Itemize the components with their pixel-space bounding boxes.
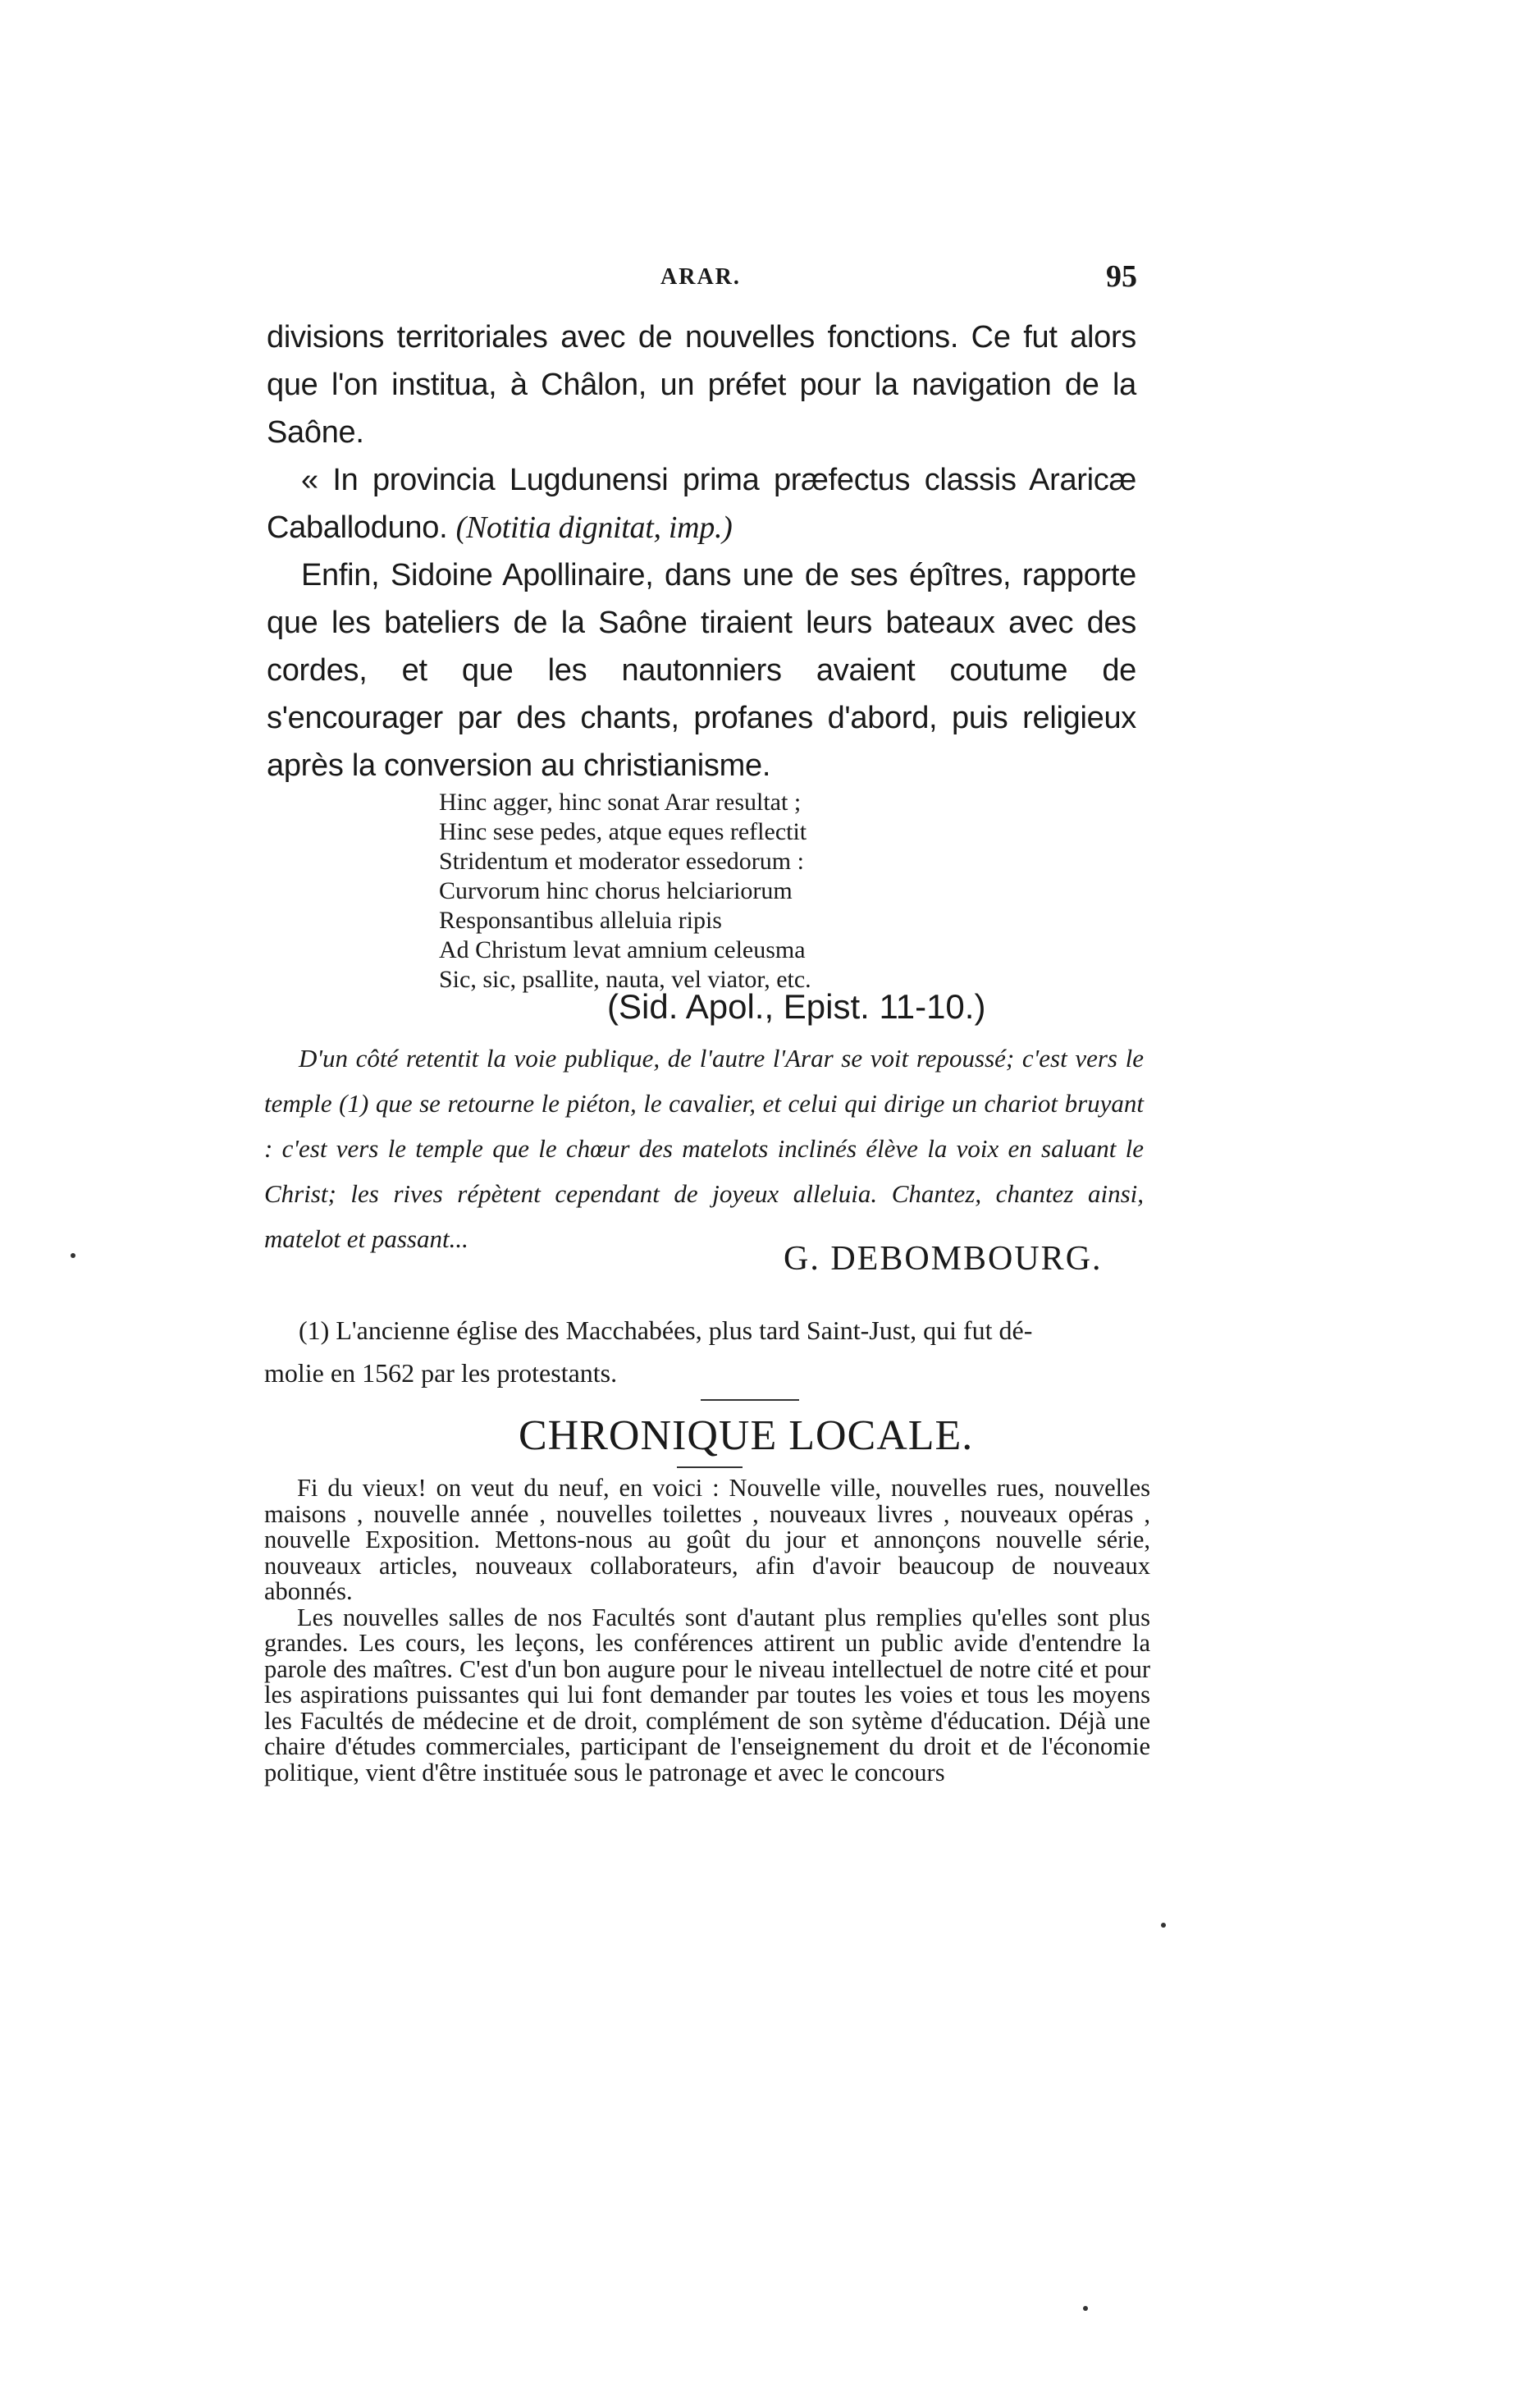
- running-title: ARAR.: [660, 264, 741, 290]
- page-number: 95: [1106, 259, 1137, 294]
- footnote-line-2: molie en 1562 par les protestants.: [264, 1358, 618, 1388]
- heading-rule: [677, 1466, 743, 1468]
- latin-quote-citation: (Notitia dignitat, imp.): [455, 510, 733, 545]
- verse-line: Responsantibus alleluia ripis: [439, 907, 722, 934]
- page-speck: [1161, 1923, 1166, 1928]
- latin-quote-text: « In provincia Lugdunensi prima præfectus classis Araricæ Caballoduno.: [267, 463, 1136, 545]
- latin-verse: [439, 788, 811, 995]
- footnote-line-1: (1) L'ancienne église des Macchabées, plus tard Saint-Just, qui fut dé-: [299, 1315, 1033, 1345]
- chronicle-paragraph: Les nouvelles salles de nos Facultés sont d'autant plus remplies qu'elles sont plus grandes. Les cours, les leçons, les conférences attirent un public avide d'entendre la parole des maîtres. C'est d'un bon augure pour le niveau intellectuel de notre cité et pour les aspirations puissantes qui lui font demander par toutes les voies et tous les moyens les Facultés de médecine et de droit, complément de son sytème d'éducation. Déjà une chaire d'études commerciales, participant de l'enseignement du droit et de l'économie politique, vient d'être instituée sous le patronage et avec le concours: [264, 1603, 1150, 1786]
- chronicle-paragraph: Fi du vieux! on veut du neuf, en voici : Nouvelle ville, nouvelles rues, nouvelles maisons , nouvelle année , nouvelles toilettes , nouveaux livres , nouveaux opéras , nouvelle Exposition. Mettons-nous au goût du jour et annonçons nouvelle série, nouveaux articles, nouveaux collaborateurs, afin d'avoir beaucoup de nouveaux abonnés.: [264, 1474, 1150, 1605]
- verse-line: Stridentum et moderator essedorum :: [439, 848, 804, 875]
- page-speck: [1083, 2306, 1088, 2311]
- paragraph-1: [267, 313, 1136, 456]
- footnote: [264, 1309, 1152, 1394]
- paragraph-text: Enfin, Sidoine Apollinaire, dans une de ses épîtres, rapporte que les bateliers de la Saône tiraient leurs bateaux avec des cordes, et que les nautonniers avaient coutume de s'encourager par des chants, profanes d'abord, puis religieux après la conversion au christianisme.: [267, 558, 1136, 783]
- verse-line: Hinc sese pedes, atque eques reflectit: [439, 818, 807, 845]
- verse-line: Sic, sic, psallite, nauta, vel viator, etc.: [439, 966, 811, 993]
- verse-line: Hinc agger, hinc sonat Arar resultat ;: [439, 789, 802, 816]
- paragraph-text: divisions territoriales avec de nouvelles fonctions. Ce fut alors que l'on institua, à Châlon, un préfet pour la navigation de la Saône.: [267, 320, 1136, 450]
- chronicle-text: [264, 1475, 1150, 1786]
- verse-line: Ad Christum levat amnium celeusma: [439, 936, 806, 963]
- paragraph-3: [267, 551, 1136, 789]
- translation: [264, 1036, 1144, 1261]
- signature: G. DEBOMBOURG.: [784, 1240, 1103, 1278]
- verse-source: (Sid. Apol., Epist. 11-10.): [607, 987, 986, 1026]
- section-heading: CHRONIQUE LOCALE.: [519, 1412, 974, 1459]
- verse-line: Curvorum hinc chorus helciariorum: [439, 877, 793, 904]
- page-speck: [71, 1253, 75, 1258]
- paragraph-2: [267, 456, 1136, 551]
- section-divider: [701, 1399, 799, 1401]
- latin-quote: [267, 456, 1136, 551]
- translation-text: D'un côté retentit la voie publique, de l'autre l'Arar se voit repoussé; c'est vers le temple (1) que se retourne le piéton, le cavalier, et celui qui dirige un chariot bruyant : c'est vers le temple que le chœur des matelots inclinés élève la voix en saluant le Christ; les rives répètent cependant de joyeux alleluia. Chantez, chantez ainsi, matelot et passant...: [264, 1044, 1144, 1253]
